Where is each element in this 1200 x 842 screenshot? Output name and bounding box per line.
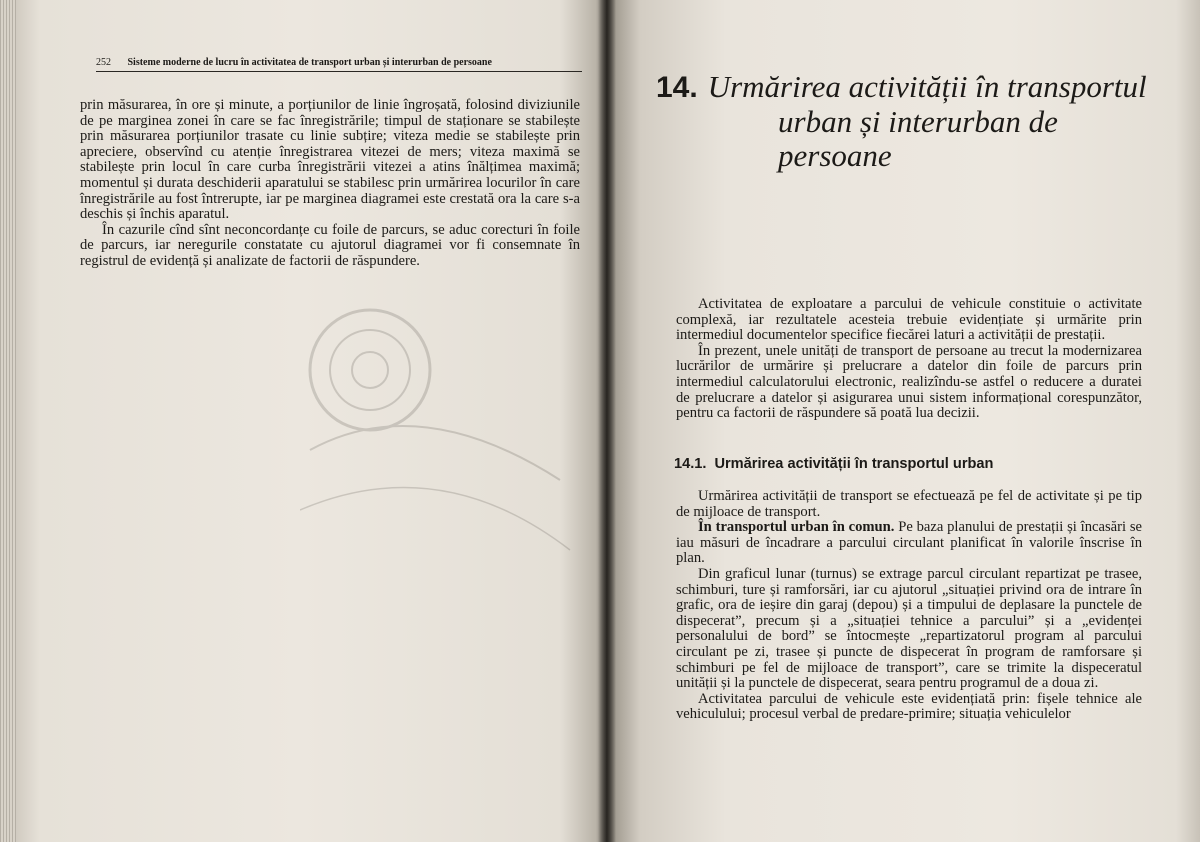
section-number: 14.1. <box>674 456 707 472</box>
paragraph <box>676 692 1142 723</box>
page-edge <box>0 0 16 842</box>
intro-text <box>676 297 1142 422</box>
page-number: 252 <box>96 57 111 68</box>
paragraph-text: Urmărirea activității de transport se efectuează pe fel de activitate și pe tip de mijloace de transport. <box>676 488 1142 520</box>
book-gutter <box>598 0 616 842</box>
runin-heading: În transportul urban în comun. <box>698 519 895 536</box>
chapter-number: 14. <box>656 71 698 104</box>
paragraph: Activitatea de exploatare a parcului de vehicule constituie o activitate complexă, iar rezultatele acesteia trebuie evidențiate și urmărite prin intermediul documentelor specifice fiecărei laturi a activității de prestații. <box>676 296 1142 344</box>
chapter-title-line1: Urmărirea activității în transportul <box>707 69 1147 104</box>
paragraph: În prezent, unele unități de transport de persoane au trecut la modernizarea lucrărilor de urmărire și prelucrare a datelor din foile de parcurs prin intermediul calculatorului electronic, realizîndu-se astfel o reducere a duratei de prelucrare a datelor și asigurarea unui sistem informațional corespunzător, pentru ca factorii de răspundere să poată lua decizii. <box>676 342 1142 422</box>
paragraph <box>676 567 1142 692</box>
running-head <box>96 57 582 72</box>
paragraph <box>676 520 1142 567</box>
running-head-title: Sisteme moderne de lucru în activitatea de transport urban și interurban de persoane <box>127 57 492 68</box>
paragraph-text: Activitatea parcului de vehicule este evidențiată prin: fișele tehnice ale vehiculului; procesul verbal de predare-primire; situația vehiculelor <box>676 690 1142 723</box>
section-text <box>676 489 1142 723</box>
chapter-title-line2: urban și interurban de persoane <box>778 104 1058 173</box>
paragraph <box>676 489 1142 520</box>
paragraph: prin măsurarea, în ore și minute, a porțiunilor de linie îngroșată, folosind diviziunile de pe marginea zonei în care se fac înregistrările; timpul de staționare se stabilește prin măsurarea porțiunilor trasate cu linie subțire; viteza medie se stabilește prin apreciere, observînd cu atenție înregistrarea vitezei de mers; viteza maximă se stabilește prin locul în care curba înregistrării vitezei a atins înălțimea maximă; momentul și durata deschiderii aparatului se stabilesc prin urmărirea locurilor în care înregistrările au fost întrerupte, iar pe marginea diagramei este crestată ora la care s-a deschis și închis aparatul. <box>80 97 580 223</box>
bleed-through-diagram <box>300 250 580 770</box>
chapter-heading <box>656 70 1156 173</box>
left-body-text <box>80 98 580 270</box>
paragraph: În cazurile cînd sînt neconcordanțe cu foile de parcurs, se aduc corecturi în foile de parcurs, iar neregurile constatate cu ajutorul diagramei vor fi consemnate în registrul de evidență și analizate de factorii de răspundere. <box>80 221 580 269</box>
paragraph-text: Pe baza planului de prestații și încasări se iau măsuri de încadrare a parcului circulant planificat în valorile înscrise în plan. <box>676 519 1142 567</box>
paragraph-text: Din graficul lunar (turnus) se extrage parcul circulant repartizat pe trasee, schimburi, ture și ramforsări, iar cu ajutorul „situației privind ora de intrare în grafic, ora de ieșire din garaj (depou) și a timpului de deplasare la punctele de dispecerat”, precum și a „situației tehnice a parcului” și a „evidenței personalului de bord” se întocmește „repartizatorul program al parcului circulant pe zi, trasee și puncte de dispecerat în program de ramforsare și schimburi pe fel de mijloace de transport”, care se trimite la dispeceratul unității și la punctele de dispecerat, seara pentru programul de a doua zi. <box>676 565 1142 692</box>
section-title: Urmărirea activității în transportul urban <box>714 456 994 472</box>
section-heading <box>674 456 1144 472</box>
